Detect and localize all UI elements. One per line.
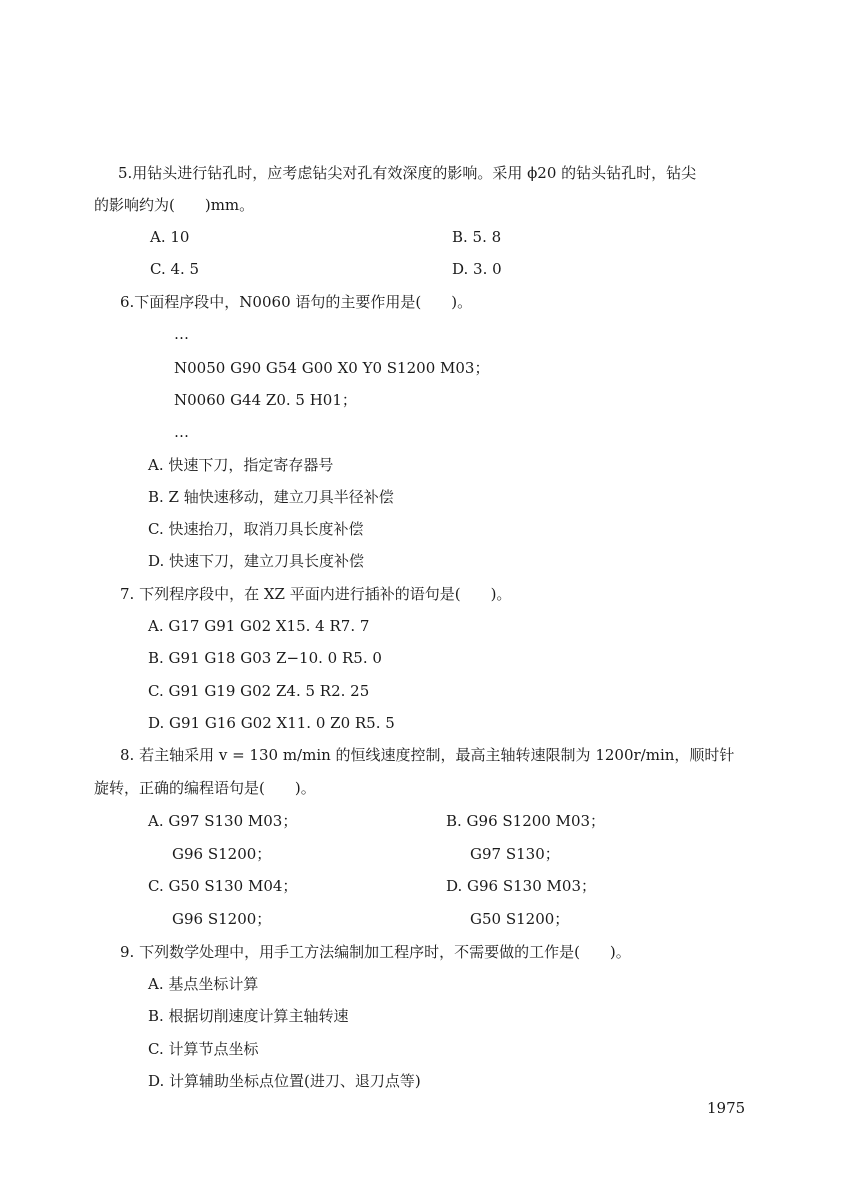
q6-code-line: N0050 G90 G54 G00 X0 Y0 S1200 M03； [174,359,490,377]
q9-option-d: D. 计算辅助坐标点位置(进刀、退刀点等) [148,1072,421,1090]
q8-option-d: D. G96 S130 M03； [446,877,596,895]
q8-option-c-line2: G96 S1200； [172,910,272,928]
q6-code-line: … [174,423,189,441]
q8-stem-line2: 旋转，正确的编程语句是( )。 [94,779,316,797]
q5-option-b: B. 5. 8 [452,228,502,246]
q8-option-a-line2: G96 S1200； [172,845,272,863]
q8-option-a: A. G97 S130 M03； [148,812,298,830]
q5-option-d: D. 3. 0 [452,260,502,278]
q7-option-c: C. G91 G19 G02 Z4. 5 R2. 25 [148,682,370,700]
page-number: 1975 [707,1099,746,1117]
q6-code-line: N0060 G44 Z0. 5 H01； [174,391,357,409]
q5-stem-line2: 的影响约为( )mm。 [94,196,255,214]
q7-stem: 7. 下列程序段中，在 XZ 平面内进行插补的语句是( )。 [120,585,512,603]
q6-stem: 6.下面程序段中，N0060 语句的主要作用是( )。 [120,293,473,311]
q6-code-line: … [174,325,189,343]
q8-option-b: B. G96 S1200 M03； [446,812,606,830]
q7-option-a: A. G17 G91 G02 X15. 4 R7. 7 [148,617,370,635]
q5-stem-line1: 5.用钻头进行钻孔时，应考虑钻尖对孔有效深度的影响。采用 ϕ20 的钻头钻孔时，钻尖 [118,164,697,182]
q6-option-c: C. 快速抬刀，取消刀具长度补偿 [148,520,364,538]
q6-option-b: B. Z 轴快速移动，建立刀具半径补偿 [148,488,394,506]
q9-option-a: A. 基点坐标计算 [148,975,259,993]
q6-option-a: A. 快速下刀，指定寄存器号 [148,456,334,474]
q6-option-d: D. 快速下刀，建立刀具长度补偿 [148,552,365,570]
q9-option-c: C. 计算节点坐标 [148,1040,259,1058]
q7-option-d: D. G91 G16 G02 X11. 0 Z0 R5. 5 [148,714,395,732]
q5-option-c: C. 4. 5 [150,260,200,278]
q7-option-b: B. G91 G18 G03 Z−10. 0 R5. 0 [148,649,382,667]
q9-option-b: B. 根据切削速度计算主轴转速 [148,1007,349,1025]
q8-stem-line1: 8. 若主轴采用 v = 130 m/min 的恒线速度控制，最高主轴转速限制为 1200r/min，顺时针 [120,746,735,764]
q9-stem: 9. 下列数学处理中，用手工方法编制加工程序时，不需要做的工作是( )。 [120,943,631,961]
q8-option-b-line2: G97 S130； [470,845,560,863]
q5-option-a: A. 10 [150,228,190,246]
q8-option-c: C. G50 S130 M04； [148,877,298,895]
q8-option-d-line2: G50 S1200； [470,910,570,928]
